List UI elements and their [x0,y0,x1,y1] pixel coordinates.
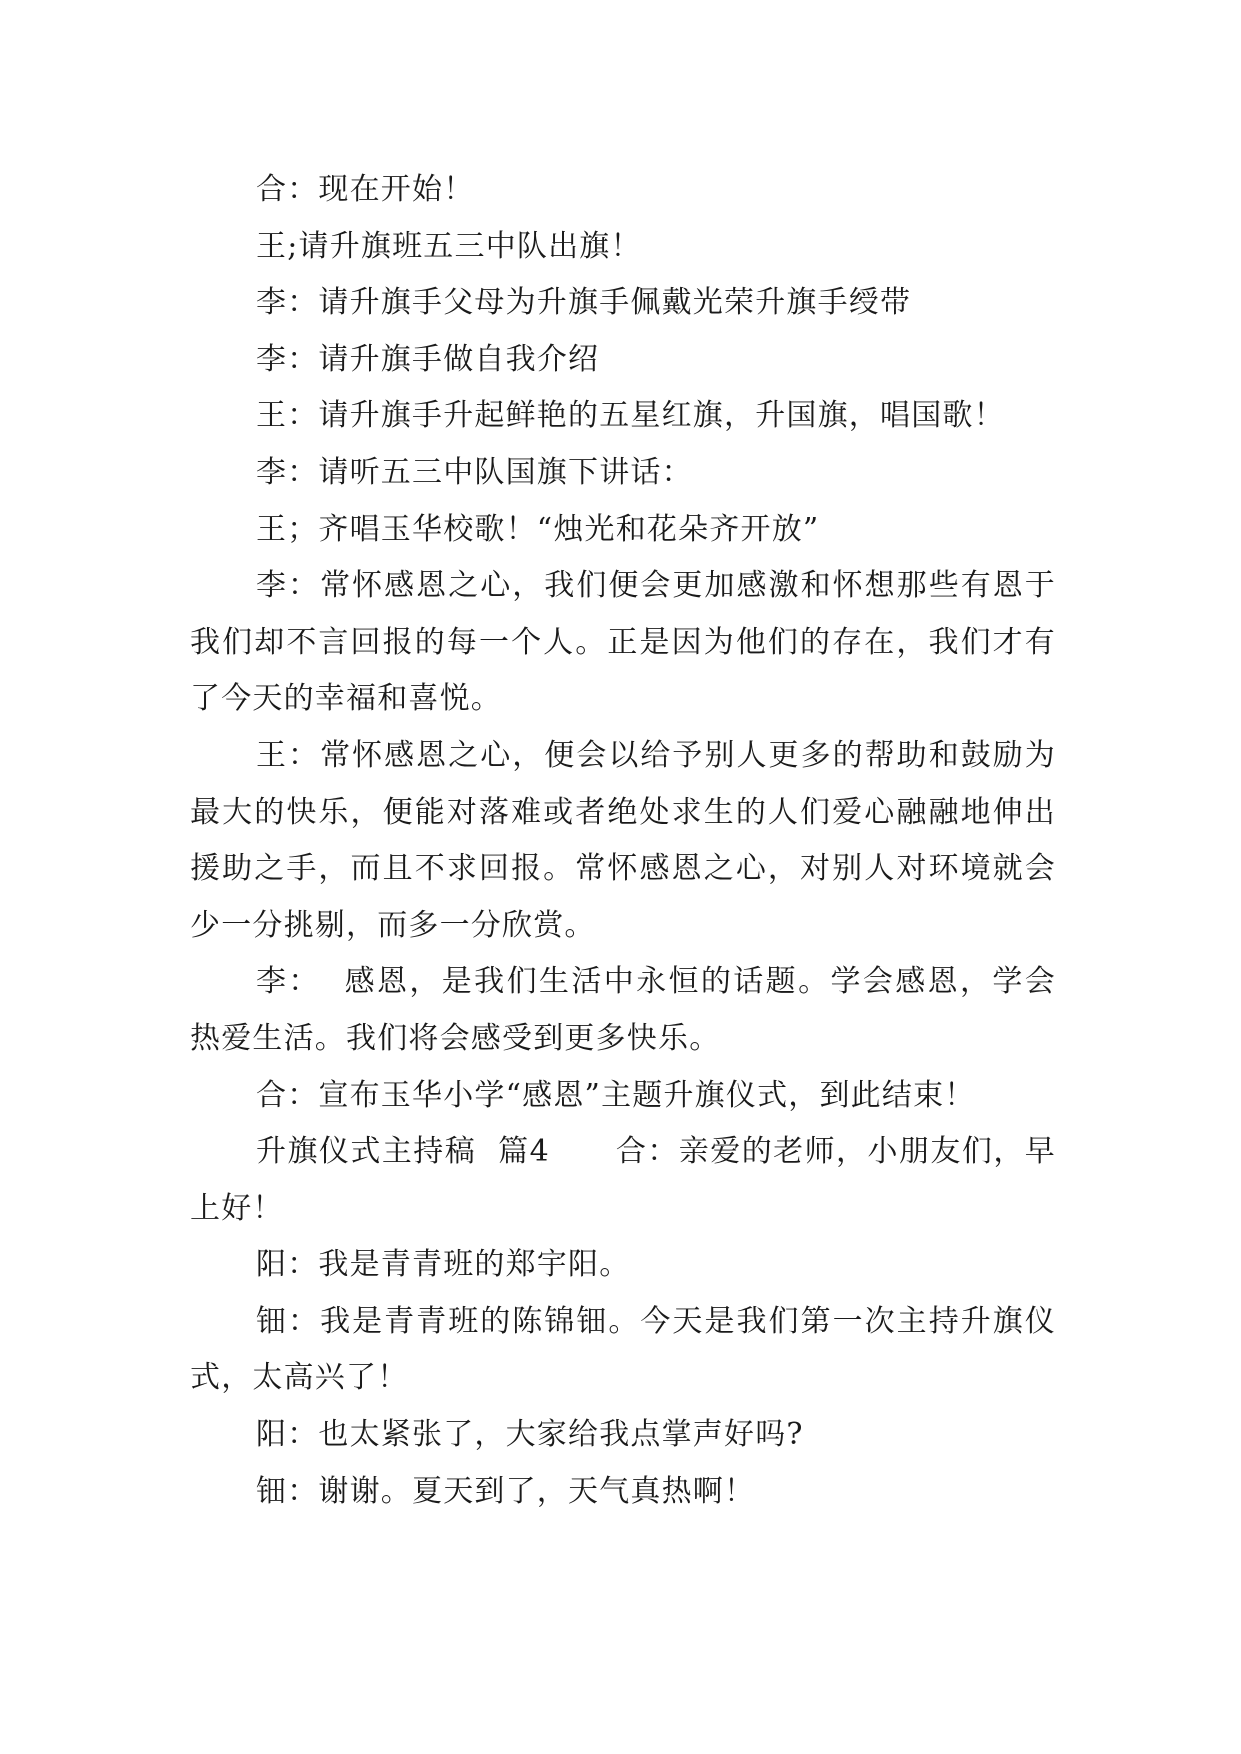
paragraph-closing: 合：宣布玉华小学“感恩”主题升旗仪式，到此结束！ [256,1077,976,1113]
paragraph-yang-nervous: 阳：也太紧张了，大家给我点掌声好吗? [256,1417,804,1453]
document-body [190,162,1056,1520]
paragraph-school-song: 王；齐唱玉华校歌！“烛光和花朵齐开放” [256,511,820,547]
paragraph-sash: 李：请升旗手父母为升旗手佩戴光荣升旗手绶带 [256,285,912,321]
paragraph-opening: 合：现在开始！ [256,172,475,207]
paragraph-gratitude-2: 王：常怀感恩之心，便会以给予别人更多的帮助和鼓励为最大的快乐，便能对落难或者绝处求生的人们爱心融融地伸出援助之手，而且不求回报。常怀感恩之心，对别人对环境就会少一分挑剔，而多一分欣赏。 [190,737,1056,943]
paragraph-gratitude-3: 李： 感恩，是我们生活中永恒的话题。学会感恩，学会热爱生活。我们将会感受到更多快乐。 [190,964,1056,1056]
paragraph-raise-flag: 王：请升旗手升起鲜艳的五星红旗，升国旗，唱国歌！ [256,398,1005,434]
paragraph-dian-intro: 钿：我是青青班的陈锦钿。今天是我们第一次主持升旗仪式，太高兴了！ [190,1303,1056,1396]
paragraph-dian-thanks: 钿：谢谢。夏天到了，天气真热啊！ [256,1473,756,1509]
paragraph-yang-intro: 阳：我是青青班的郑宇阳。 [256,1247,631,1283]
paragraph-gratitude-1: 李：常怀感恩之心，我们便会更加感激和怀想那些有恩于我们却不言回报的每一个人。正是因为他们的存在，我们才有了今天的幸福和喜悦。 [190,568,1056,717]
paragraph-self-intro: 李：请升旗手做自我介绍 [256,341,600,377]
paragraph-flag-out: 王;请升旗班五三中队出旗！ [256,228,642,264]
paragraph-section-4-heading: 升旗仪式主持稿 篇4 合：亲爱的老师，小朋友们，早上好！ [190,1134,1056,1226]
paragraph-speech: 李：请听五三中队国旗下讲话： [256,454,693,490]
